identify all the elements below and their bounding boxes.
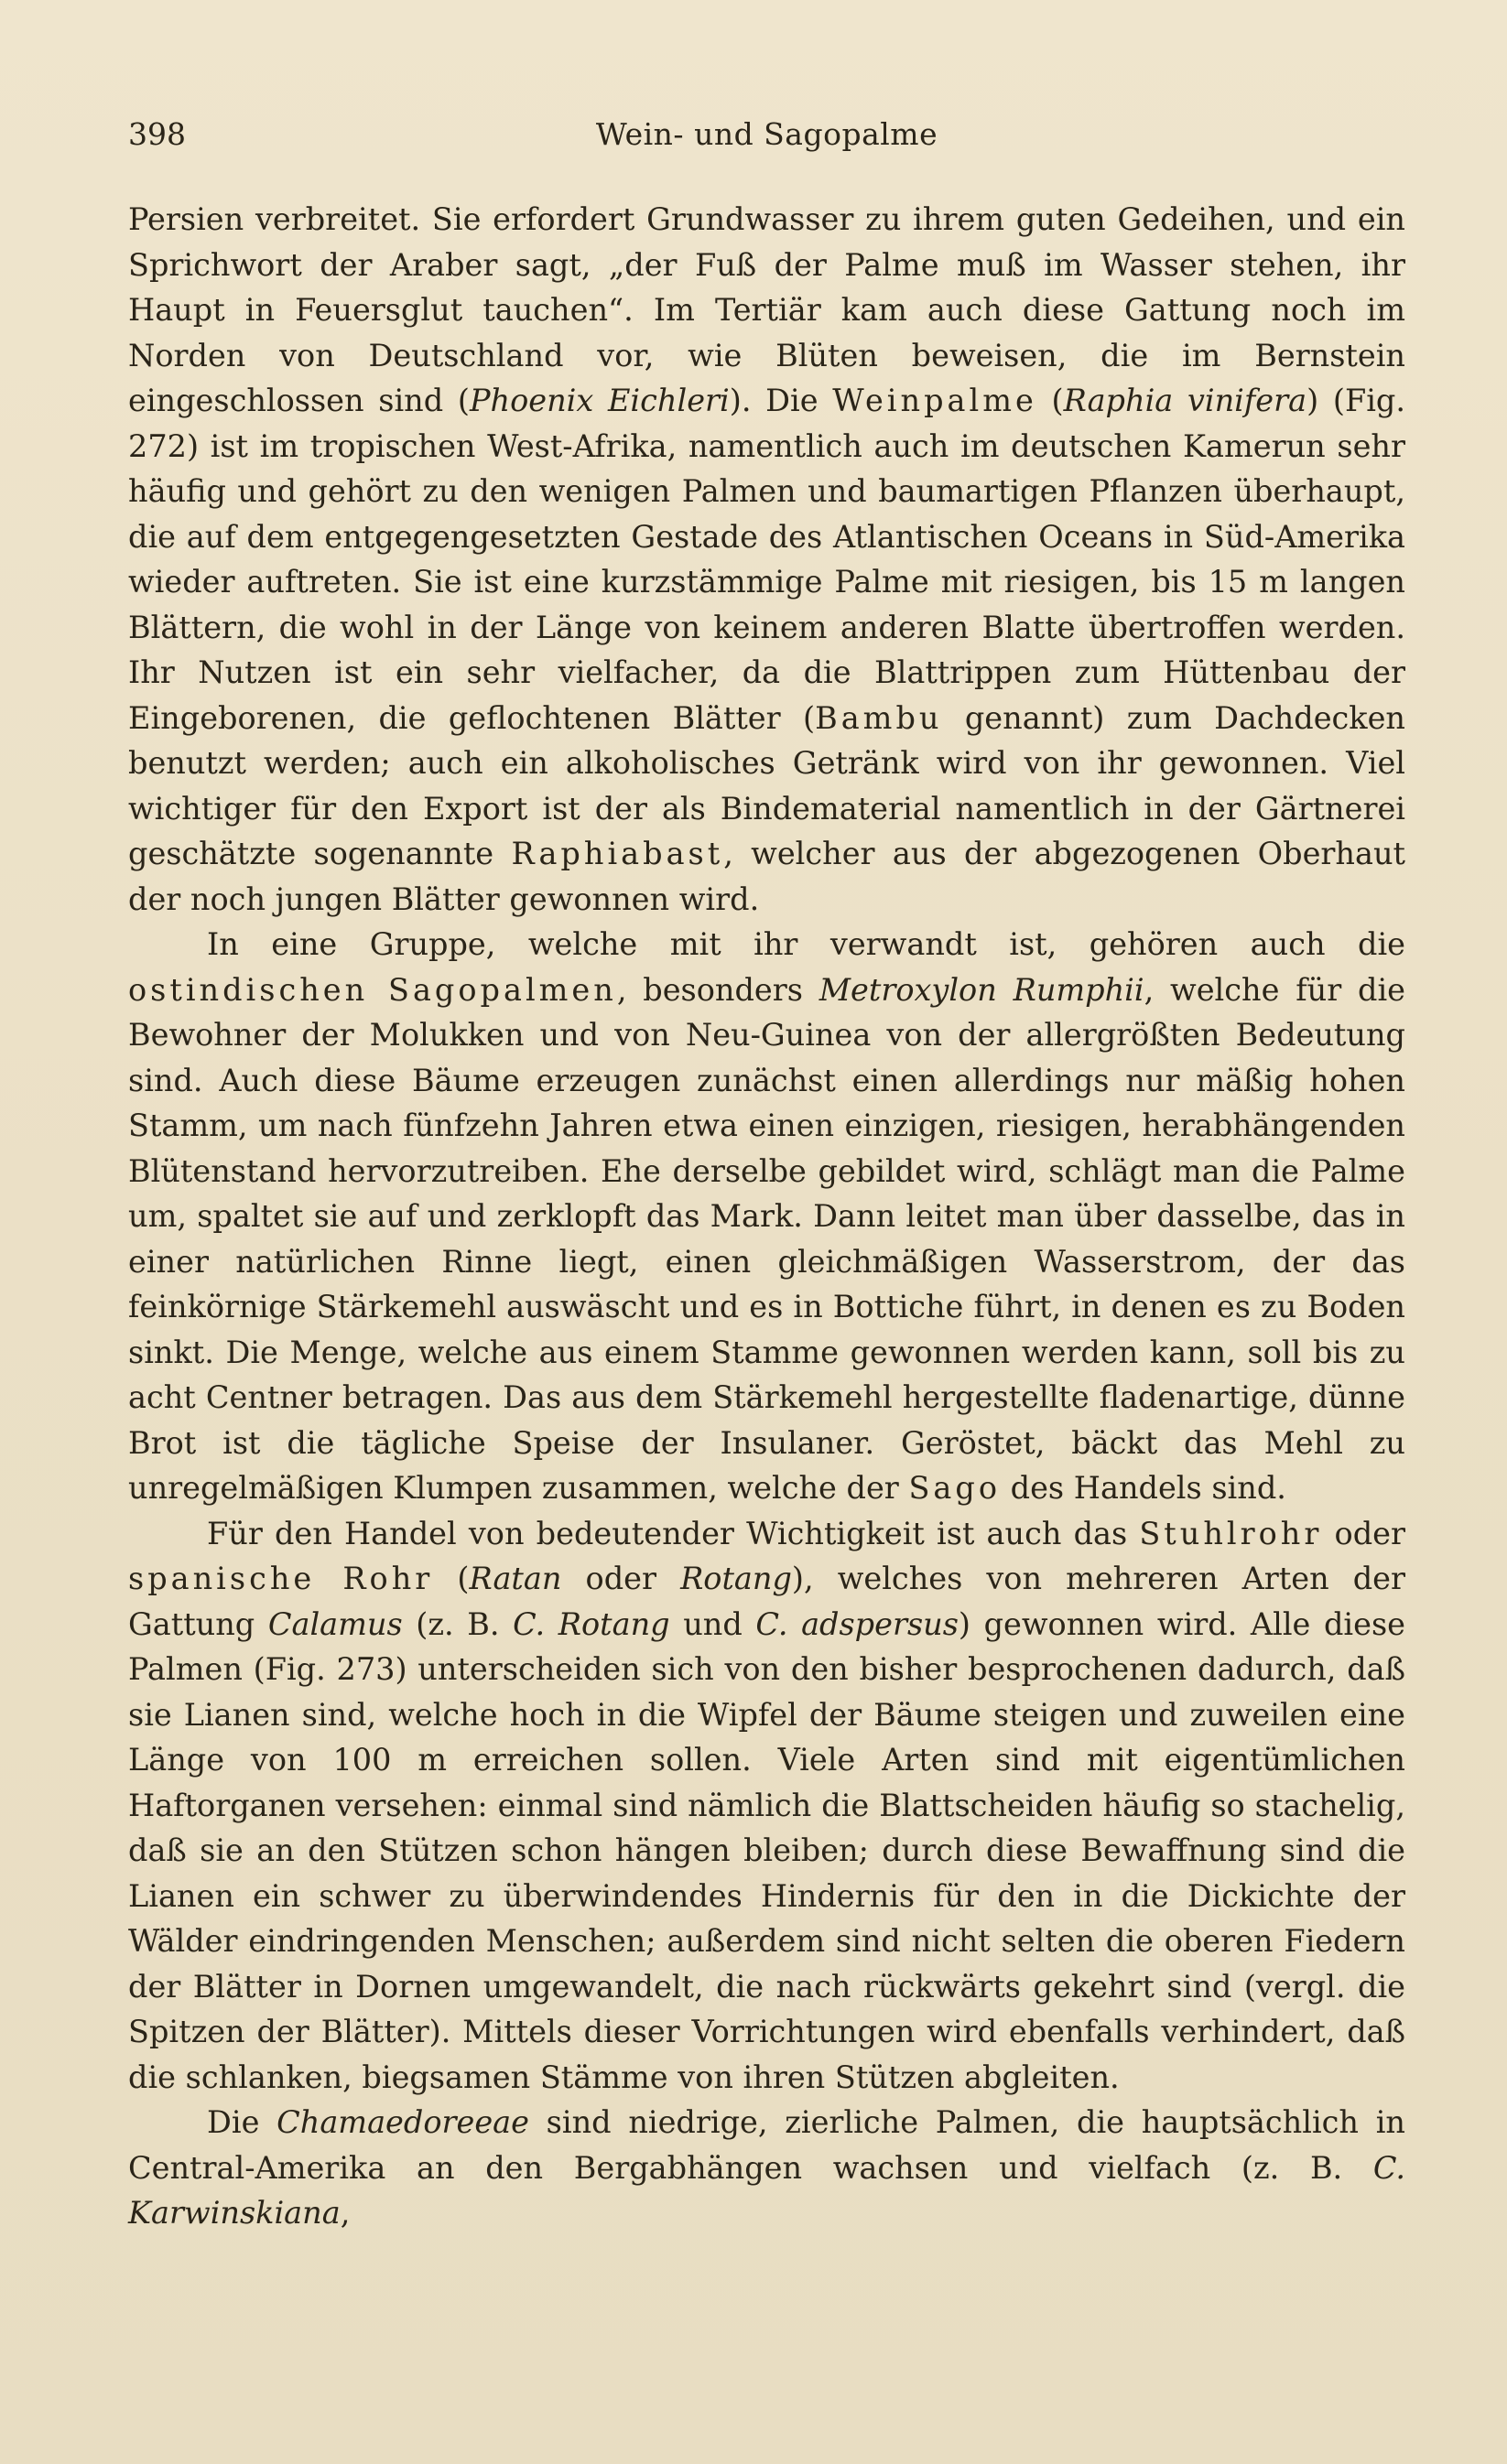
- italic-text: Ratan: [469, 1561, 562, 1596]
- text-segment: , welche für die Bewohner der Molukken und von Neu-Guinea von der allergrößten Bedeutung sind. Auch diese Bäume erzeugen zunächst einen allerdings nur mäßig hohen Stamm, um nach fünfzehn Jahren etwa einen einzigen, riesigen, herabhängenden Blütenstand hervorzutreiben. Ehe derselbe gebildet wird, schlägt man die Palme um, spaltet sie auf und zerklopft das Mark. Dann leitet man über dasselbe, das in einer natürlichen Rinne liegt, einen gleichmäßigen Wasserstrom, der das feinkörnige Stärkemehl auswäscht und es in Bottiche führt, in denen es zu Boden sinkt. Die Menge, welche aus einem Stamme gewonnen werden kann, soll bis zu acht Centner betragen. Das aus dem Stärkemehl hergestellte fladenartige, dünne Brot ist die tägliche Speise der Insulaner. Geröstet, bäckt das Mehl zu unregelmäßigen Klumpen zusammen, welche der: [128, 971, 1405, 1506]
- text-segment: Für den Handel von bedeutender Wichtigkeit ist auch das: [207, 1515, 1140, 1551]
- text-segment: oder: [561, 1561, 681, 1596]
- text-segment: Persien verbreitet. Sie erfordert Grundwasser zu ihrem guten Gedeihen, und ein Sprichwort der Araber sagt, „der Fuß der Palme muß im Wasser stehen, ihr Haupt in Feuersglut tauchen“. Im Tertiär kam auch diese Gattung noch im Norden von Deutschland vor, wie Blüten beweisen, die im Bernstein eingeschlossen sind (: [128, 201, 1405, 418]
- italic-text: C. Karwinskiana: [128, 2149, 1405, 2231]
- spaced-text: Stuhlrohr: [1139, 1515, 1323, 1551]
- italic-text: C. Rotang: [513, 1605, 670, 1642]
- italic-text: Phoenix Eichleri: [469, 383, 730, 418]
- italic-text: Calamus: [267, 1605, 403, 1642]
- body-text: [128, 197, 1405, 2236]
- running-title: Wein- und Sagopalme: [595, 116, 938, 152]
- italic-text: Metroxylon Rumphii: [819, 971, 1144, 1008]
- text-segment: , besonders: [616, 971, 819, 1008]
- text-segment: ), welches von mehreren Arten der Gattung: [128, 1561, 1406, 1642]
- text-segment: (: [1036, 383, 1064, 418]
- page-number: 398: [128, 116, 186, 152]
- italic-text: Chamaedoreeae: [276, 2104, 529, 2140]
- paragraph: [128, 1511, 1405, 2101]
- paragraph: [128, 922, 1405, 1511]
- paragraph: [128, 2100, 1405, 2236]
- spaced-text: ostindischen Sagopalmen: [128, 971, 617, 1008]
- text-segment: des Handels sind.: [1001, 1470, 1286, 1506]
- text-segment: , welcher aus der abgezogenen Oberhaut der noch jungen Blätter gewonnen wird.: [128, 836, 1405, 917]
- spaced-text: Sago: [908, 1470, 1001, 1506]
- text-segment: oder: [1322, 1515, 1406, 1551]
- text-segment: ) gewonnen wird. Alle diese Palmen (Fig. 273) unterscheiden sich von den bisher besprochenen dadurch, daß sie Lianen sind, welche hoch in die Wipfel der Bäume steigen und zuweilen eine Länge von 100 m erreichen sollen. Viele Arten sind mit eigentümlichen Haftorganen versehen: einmal sind nämlich die Blattscheiden häufig so stachelig, daß sie an den Stützen schon hängen bleiben; durch diese Bewaffnung sind die Lianen ein schwer zu überwindendes Hindernis für den in die Dickichte der Wälder eindringenden Menschen; außerdem sind nicht selten die oberen Fiedern der Blätter in Dornen umgewandelt, die nach rückwärts gekehrt sind (vergl. die Spitzen der Blätter). Mittels dieser Vorrichtungen wird ebenfalls verhindert, daß die schlanken, biegsamen Stämme von ihren Stützen abgleiten.: [128, 1605, 1405, 2095]
- text-segment: (z. B.: [402, 1605, 514, 1642]
- spaced-text: Weinpalme: [832, 383, 1037, 418]
- text-segment: ) (Fig. 272) ist im tropischen West-Afrika, namentlich auch im deutschen Kamerun sehr häufig und gehört zu den wenigen Palmen und baumartigen Pflanzen überhaupt, die auf dem entgegengesetzten Gestade des Atlantischen Oceans in Süd-Amerika wieder auftreten. Sie ist eine kurzstämmige Palme mit riesigen, bis 15 m langen Blättern, die wohl in der Länge von keinem anderen Blatte übertroffen werden. Ihr Nutzen ist ein sehr vielfacher, da die Blattrippen zum Hüttenbau der Eingeborenen, die geflochtenen Blätter (: [128, 383, 1405, 736]
- spaced-text: spanische Rohr: [128, 1561, 434, 1596]
- italic-text: Rotang: [680, 1561, 792, 1596]
- italic-text: C. adspersus: [755, 1605, 959, 1642]
- text-segment: und: [669, 1605, 756, 1642]
- text-segment: ,: [340, 2195, 351, 2231]
- text-segment: (: [433, 1561, 470, 1596]
- page-header: [128, 114, 1405, 155]
- paragraph: [128, 197, 1405, 922]
- text-segment: Die: [207, 2104, 277, 2140]
- text-segment: genannt) zum Dachdecken benutzt werden; auch ein alkoholisches Getränk wird von ihr gewonnen. Viel wichtiger für den Export ist der als Bindematerial namentlich in der Gärtnerei geschätzte sogenannte: [128, 699, 1405, 871]
- spaced-text: Bambu: [815, 699, 943, 736]
- spaced-text: Raphiabast: [511, 836, 724, 871]
- italic-text: Raphia vinifera: [1063, 383, 1307, 418]
- text-segment: In eine Gruppe, welche mit ihr verwandt ist, gehören auch die: [207, 926, 1405, 962]
- text-segment: ). Die: [729, 383, 833, 418]
- text-segment: sind niedrige, zierliche Palmen, die hauptsächlich in Central-Amerika an den Bergabhängen wachsen und vielfach (z. B.: [128, 2104, 1406, 2186]
